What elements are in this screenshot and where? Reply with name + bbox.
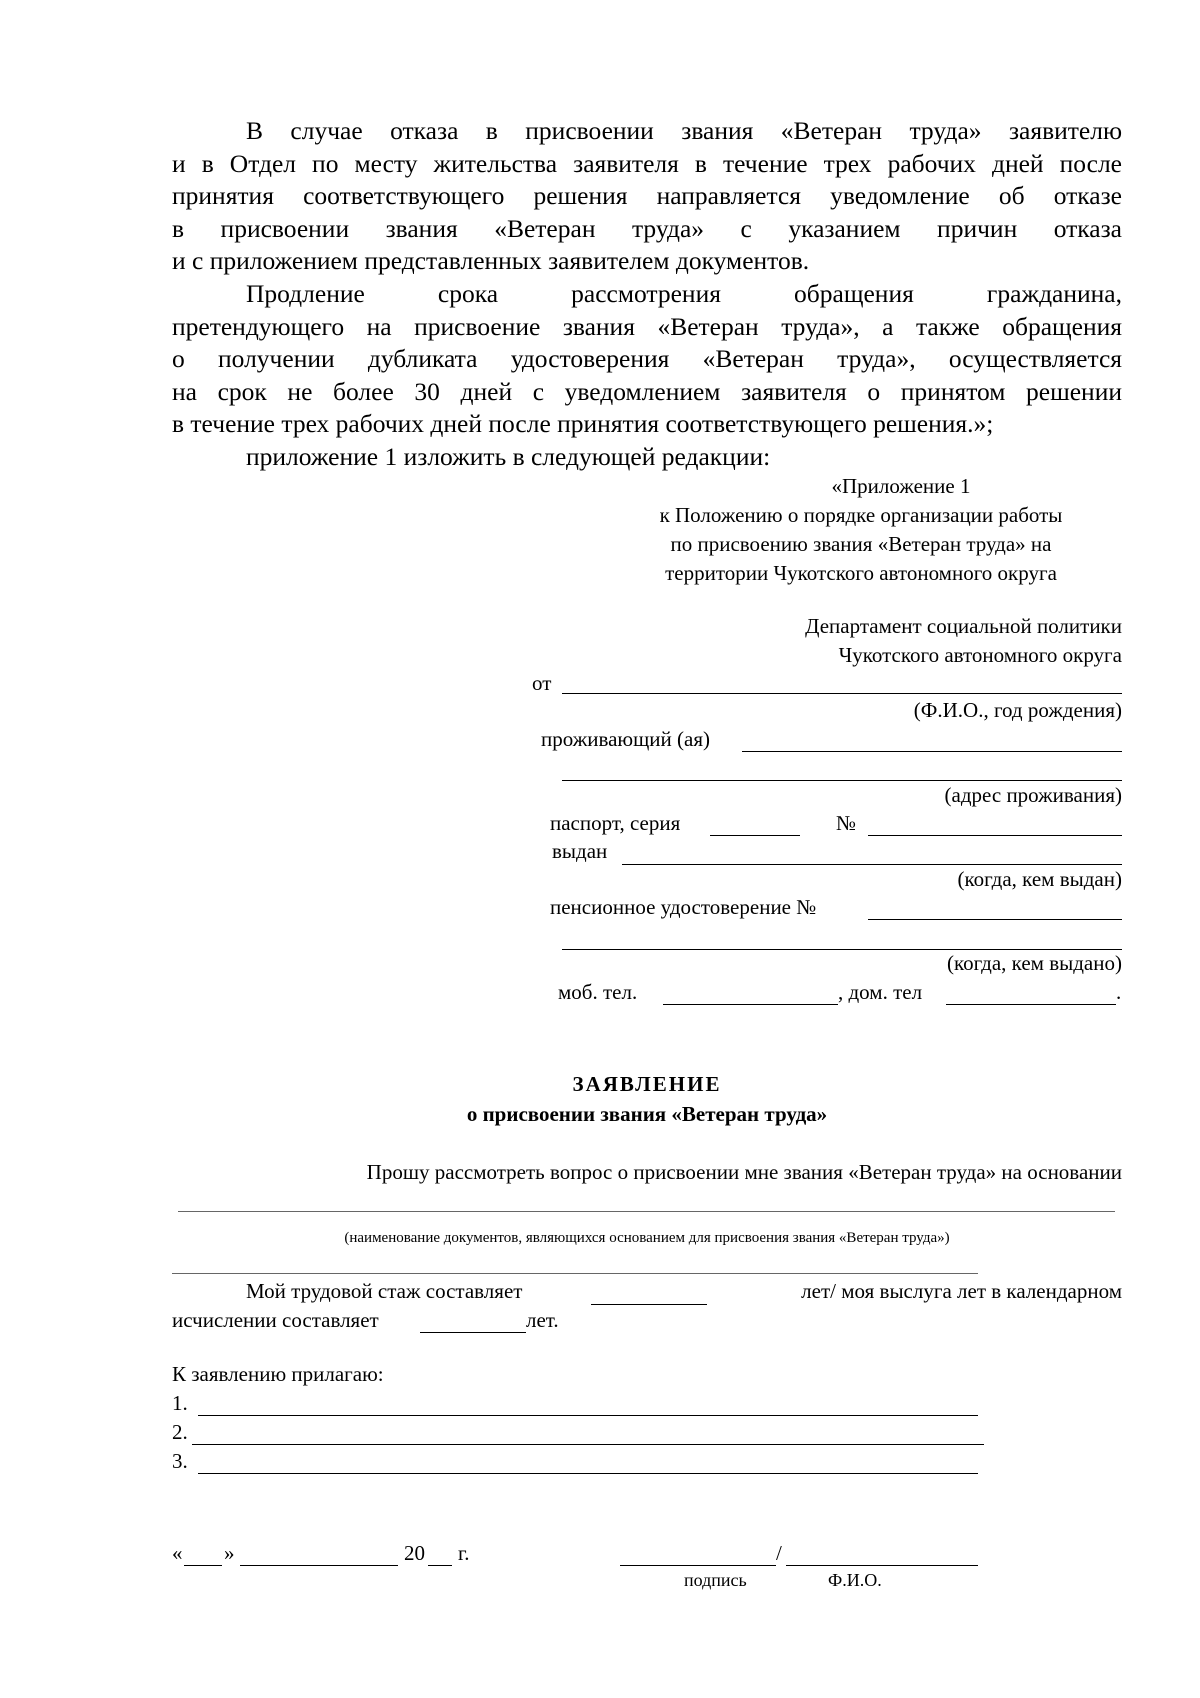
passport-label: паспорт, серия bbox=[550, 811, 681, 835]
text-line: Продление срока рассмотрения обращения гражданина, bbox=[246, 279, 1122, 308]
issued-field[interactable] bbox=[622, 864, 1122, 865]
passport-series-field[interactable] bbox=[710, 835, 800, 836]
addressee-line: Чукотского автономного округа bbox=[838, 643, 1122, 667]
pension-issued-field[interactable] bbox=[562, 949, 1122, 950]
date-year-prefix: 20 bbox=[404, 1541, 425, 1565]
addressee-line: Департамент социальной политики bbox=[805, 614, 1122, 638]
basis-documents-field[interactable] bbox=[178, 1211, 1115, 1212]
date-month-field[interactable] bbox=[240, 1565, 398, 1566]
intro-paragraph-2 bbox=[172, 278, 1122, 441]
home-label: , дом. тел bbox=[838, 980, 923, 1004]
end-dot: . bbox=[1116, 980, 1122, 1004]
text-line: и с приложением представленных заявителем документов. bbox=[172, 246, 810, 275]
text-line: принятия соответствующего решения направляется уведомление об отказе bbox=[172, 181, 1122, 210]
docs-hint: (наименование документов, являющихся основанием для присвоения звания «Ветеран труда») bbox=[344, 1230, 950, 1246]
text-line: приложение 1 изложить в следующей редакции: bbox=[246, 442, 771, 471]
stazh-part4: лет. bbox=[526, 1308, 559, 1332]
signature-slash: / bbox=[776, 1541, 782, 1565]
addressee-block bbox=[600, 612, 1122, 670]
intro-paragraph-3 bbox=[172, 441, 1122, 474]
attach-item-number: 3. bbox=[172, 1449, 188, 1473]
intro-paragraph-1 bbox=[172, 115, 1122, 278]
attach-item-2-field[interactable] bbox=[192, 1444, 984, 1445]
attach-item-3-field[interactable] bbox=[198, 1473, 978, 1474]
text-line: на срок не более 30 дней с уведомлением заявителя о принятом решении bbox=[172, 376, 1122, 406]
attach-item-number: 1. bbox=[172, 1391, 188, 1415]
attach-item-1-field[interactable] bbox=[198, 1415, 978, 1416]
stazh-part1: Мой трудовой стаж составляет bbox=[246, 1279, 523, 1303]
pension-hint: (когда, кем выдано) bbox=[946, 951, 1122, 975]
mobile-label: моб. тел. bbox=[558, 980, 638, 1004]
statement-title: ЗАЯВЛЕНИЕ bbox=[572, 1072, 722, 1096]
pension-number-field[interactable] bbox=[868, 919, 1122, 920]
date-quote-open: « bbox=[172, 1541, 183, 1565]
sign-hint: подпись bbox=[684, 1570, 747, 1590]
text-line: В случае отказа в присвоении звания «Ветеран труда» заявителю bbox=[246, 116, 1122, 145]
date-year-field[interactable] bbox=[428, 1565, 452, 1566]
service-years-field[interactable] bbox=[420, 1332, 526, 1333]
signature-fio-field[interactable] bbox=[786, 1565, 978, 1566]
annex-line: территории Чукотского автономного округа bbox=[665, 561, 1057, 585]
text-line: и в Отдел по месту жительства заявителя в течение трех рабочих дней после bbox=[172, 148, 1122, 178]
request-text: Прошу рассмотреть вопрос о присвоении мне звания «Ветеран труда» на основании bbox=[366, 1160, 1122, 1184]
address-hint: (адрес проживания) bbox=[944, 783, 1122, 807]
date-day-field[interactable] bbox=[184, 1565, 222, 1566]
annex-line: «Приложение 1 bbox=[831, 474, 971, 498]
attach-label: К заявлению прилагаю: bbox=[172, 1362, 384, 1386]
stazh-part2: лет/ моя выслуга лет в календарном bbox=[801, 1279, 1122, 1303]
fio-hint: (Ф.И.О., год рождения) bbox=[913, 698, 1122, 722]
residing-field[interactable] bbox=[742, 751, 1122, 752]
sign-fio-hint: Ф.И.О. bbox=[828, 1570, 882, 1590]
text-line: о получении дубликата удостоверения «Ветеран труда», осуществляется bbox=[172, 344, 1122, 373]
passport-number-field[interactable] bbox=[868, 835, 1122, 836]
from-label: от bbox=[532, 671, 552, 695]
statement-subtitle: о присвоении звания «Ветеран труда» bbox=[466, 1102, 828, 1126]
fio-field[interactable] bbox=[562, 693, 1122, 694]
text-line: в присвоении звания «Ветеран труда» с указанием причин отказа bbox=[172, 213, 1122, 243]
pension-label: пенсионное удостоверение № bbox=[550, 895, 817, 919]
residing-label: проживающий (ая) bbox=[541, 727, 710, 751]
address-field[interactable] bbox=[562, 780, 1122, 781]
issued-label: выдан bbox=[552, 839, 608, 863]
annex-line: по присвоению звания «Ветеран труда» на bbox=[670, 532, 1052, 556]
issued-hint: (когда, кем выдан) bbox=[957, 867, 1122, 891]
number-sign: № bbox=[836, 811, 857, 835]
date-quote-close: » bbox=[224, 1541, 235, 1565]
text-line: претендующего на присвоение звания «Ветеран труда», а также обращения bbox=[172, 311, 1122, 341]
mobile-field[interactable] bbox=[663, 1004, 838, 1005]
basis-documents-field-2[interactable] bbox=[172, 1273, 978, 1274]
home-phone-field[interactable] bbox=[946, 1004, 1116, 1005]
stazh-years-field[interactable] bbox=[591, 1304, 707, 1305]
signature-field[interactable] bbox=[620, 1565, 776, 1566]
annex-line: к Положению о порядке организации работы bbox=[659, 503, 1063, 527]
annex-header bbox=[600, 472, 1122, 588]
attach-item-number: 2. bbox=[172, 1420, 188, 1444]
stazh-part3: исчислении составляет bbox=[172, 1308, 379, 1332]
text-line: в течение трех рабочих дней после принятия соответствующего решения.»; bbox=[172, 409, 994, 438]
date-year-suffix: г. bbox=[458, 1541, 470, 1565]
